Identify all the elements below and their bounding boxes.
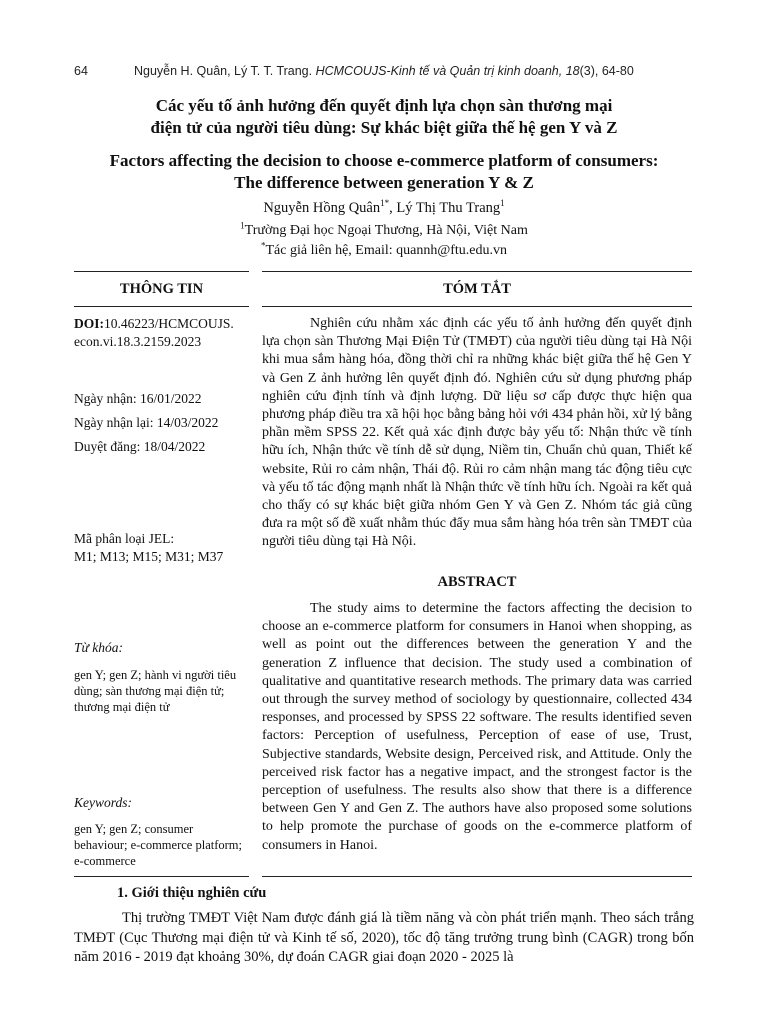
- author-2: Lý Thị Thu Trang: [396, 200, 501, 216]
- summary-heading: TÓM TẮT: [443, 281, 511, 297]
- jel-codes: M1; M13; M15; M31; M37: [74, 549, 224, 564]
- keywords-en: gen Y; gen Z; consumer behaviour; e-commerce platform; e-commerce: [74, 822, 242, 868]
- affiliations: [74, 221, 694, 261]
- corresponding-marker: *: [261, 240, 266, 251]
- dates-block: [74, 390, 249, 456]
- intro-paragraph: Thị trường TMĐT Việt Nam được đánh giá là tiềm năng và còn phát triển mạnh. Theo sách trắng TMĐT (Cục Thương mại điện tử và Kinh tế số, 2020), tốc độ tăng trưởng trung bình (CAGR) trong bốn năm 2016 - 2019 đạt khoảng 30%, dự đoán CAGR giai đoạn 2020 - 2025 là: [74, 910, 694, 965]
- title-vi-line-2: điện tử của người tiêu dùng: Sự khác biệt giữa thế hệ gen Y và Z: [150, 118, 618, 137]
- abstract-heading: ABSTRACT: [437, 574, 517, 590]
- title-en-line-2: The difference between generation Y & Z: [234, 173, 534, 192]
- doi-value-1[interactable]: 10.46223/HCMCOUJS.: [104, 316, 234, 331]
- affiliation-1-text: Trường Đại học Ngoại Thương, Hà Nội, Việt Nam: [244, 223, 528, 238]
- author-1: Nguyễn Hồng Quân: [263, 200, 381, 216]
- author-1-marker: 1*: [380, 198, 390, 209]
- right-bottom-rule: [262, 876, 692, 877]
- summary-vi-text: Nghiên cứu nhằm xác định các yếu tố ảnh hưởng đến quyết định lựa chọn sàn Thương Mại Điện Tử (TMĐT) của người tiêu dùng tại Hà Nội khi mua sắm hàng hóa, đồng thời chỉ ra những khác biệt giữa thế hệ Gen Y và Gen Z ảnh hưởng lên quyết định đó. Nghiên cứu sử dụng phương pháp nghiên cứu định tính và định lượng. Dữ liệu sơ cấp được thực hiện qua phương pháp điều tra xã hội học bằng bảng hỏi với 434 phản hồi, xử lý bằng phần mềm SPSS 22. Kết quả xác định được bảy yếu tố: Nhận thức về tính hữu ích, Nhận thức về tính dễ sử dụng, Niềm tin, Chuẩn chủ quan, Thiết kế website, Rủi ro cảm nhận, Thái độ. Rủi ro cảm nhận mang tác động tiêu cực và yếu tố tác động mạnh nhất là Nhận thức về tính hữu ích. Ngoài ra kết quả cho thấy có sự khác biệt giữa nhóm Gen Y và Gen Z. Nhóm tác giả cũng đưa ra một số đề xuất nhằm thúc đẩy mua sắm hàng hóa trên sàn TMĐT của người tiêu dùng tại Hà Nội.: [262, 316, 692, 550]
- title-en-line-1: Factors affecting the decision to choose e-commerce platform of consumers:: [109, 151, 659, 170]
- section-heading: 1. Giới thiệu nghiên cứu: [117, 885, 267, 901]
- affiliation-1: [74, 221, 694, 241]
- title-english: [74, 150, 694, 194]
- title-vietnamese: [74, 95, 694, 139]
- date-revised: Ngày nhận lại: 14/03/2022: [74, 415, 219, 430]
- right-heading-rule: [262, 306, 692, 307]
- date-accepted: Duyệt đăng: 18/04/2022: [74, 439, 206, 454]
- keywords-en-block: [74, 794, 249, 869]
- affiliation-1-marker: 1: [240, 220, 245, 231]
- page-number: 64: [74, 64, 88, 78]
- info-heading: THÔNG TIN: [119, 281, 204, 297]
- author-separator: ,: [389, 200, 397, 216]
- citation-issue: (3), 64-80: [579, 64, 634, 78]
- summary-vietnamese: [262, 315, 692, 552]
- right-top-rule: [262, 271, 692, 272]
- jel-block: [74, 530, 249, 566]
- jel-label: Mã phân loại JEL:: [74, 531, 175, 546]
- keywords-vi-label: Từ khóa:: [74, 640, 123, 655]
- doi-block: [74, 315, 249, 351]
- left-top-rule: [74, 271, 249, 272]
- corresponding-author: [74, 241, 694, 261]
- author-line: [74, 198, 694, 218]
- author-2-marker: 1: [500, 198, 505, 209]
- keywords-vi-block: [74, 639, 249, 715]
- citation-journal: HCMCOUJS-Kinh tế và Quản trị kinh doanh, 18: [315, 64, 580, 78]
- left-bottom-rule: [74, 876, 249, 877]
- corresponding-author-text: Tác giả liên hệ, Email: quannh@ftu.edu.vn: [265, 243, 507, 258]
- doi-label: DOI:: [74, 316, 104, 331]
- doi-value-2[interactable]: econ.vi.18.3.2159.2023: [74, 334, 202, 349]
- abstract-english: [262, 600, 692, 855]
- keywords-en-label: Keywords:: [74, 795, 132, 810]
- date-received: Ngày nhận: 16/01/2022: [74, 391, 202, 406]
- keywords-vi: gen Y; gen Z; hành vi người tiêu dùng; sàn thương mại điện tử; thương mại điện tử: [74, 668, 237, 714]
- citation-authors: Nguyễn H. Quân, Lý T. T. Trang.: [134, 64, 316, 78]
- abstract-en-text: The study aims to determine the factors affecting the decision to choose an e-commerce platform for consumers in Hanoi when shopping, as well as point out the differences between the generation Y and the generation Z influence that decision. The study used a combination of qualitative and quantitative research methods. The primary data was carried out through the survey method of sociology by questionnaire, collected 434 responses, and processed by SPSS 22 software. The results identified seven factors: Perception of usefulness, Perception of ease of use, Trust, Subjective standards, Website design, Perceived risk, and Attitude. Only the perceived risk factor has a negative impact, and the strongest factor is the perception of usefulness. The results also show that there is a difference between Gen Y and Gen Z. The authors have also proposed some solutions to help promote the purchase of goods on the e-commerce platform of consumers in Hanoi.: [262, 601, 692, 853]
- left-heading-rule: [74, 306, 249, 307]
- citation: [134, 64, 634, 78]
- intro-body: [74, 909, 694, 968]
- title-vi-line-1: Các yếu tố ảnh hưởng đến quyết định lựa chọn sàn thương mại: [155, 96, 613, 115]
